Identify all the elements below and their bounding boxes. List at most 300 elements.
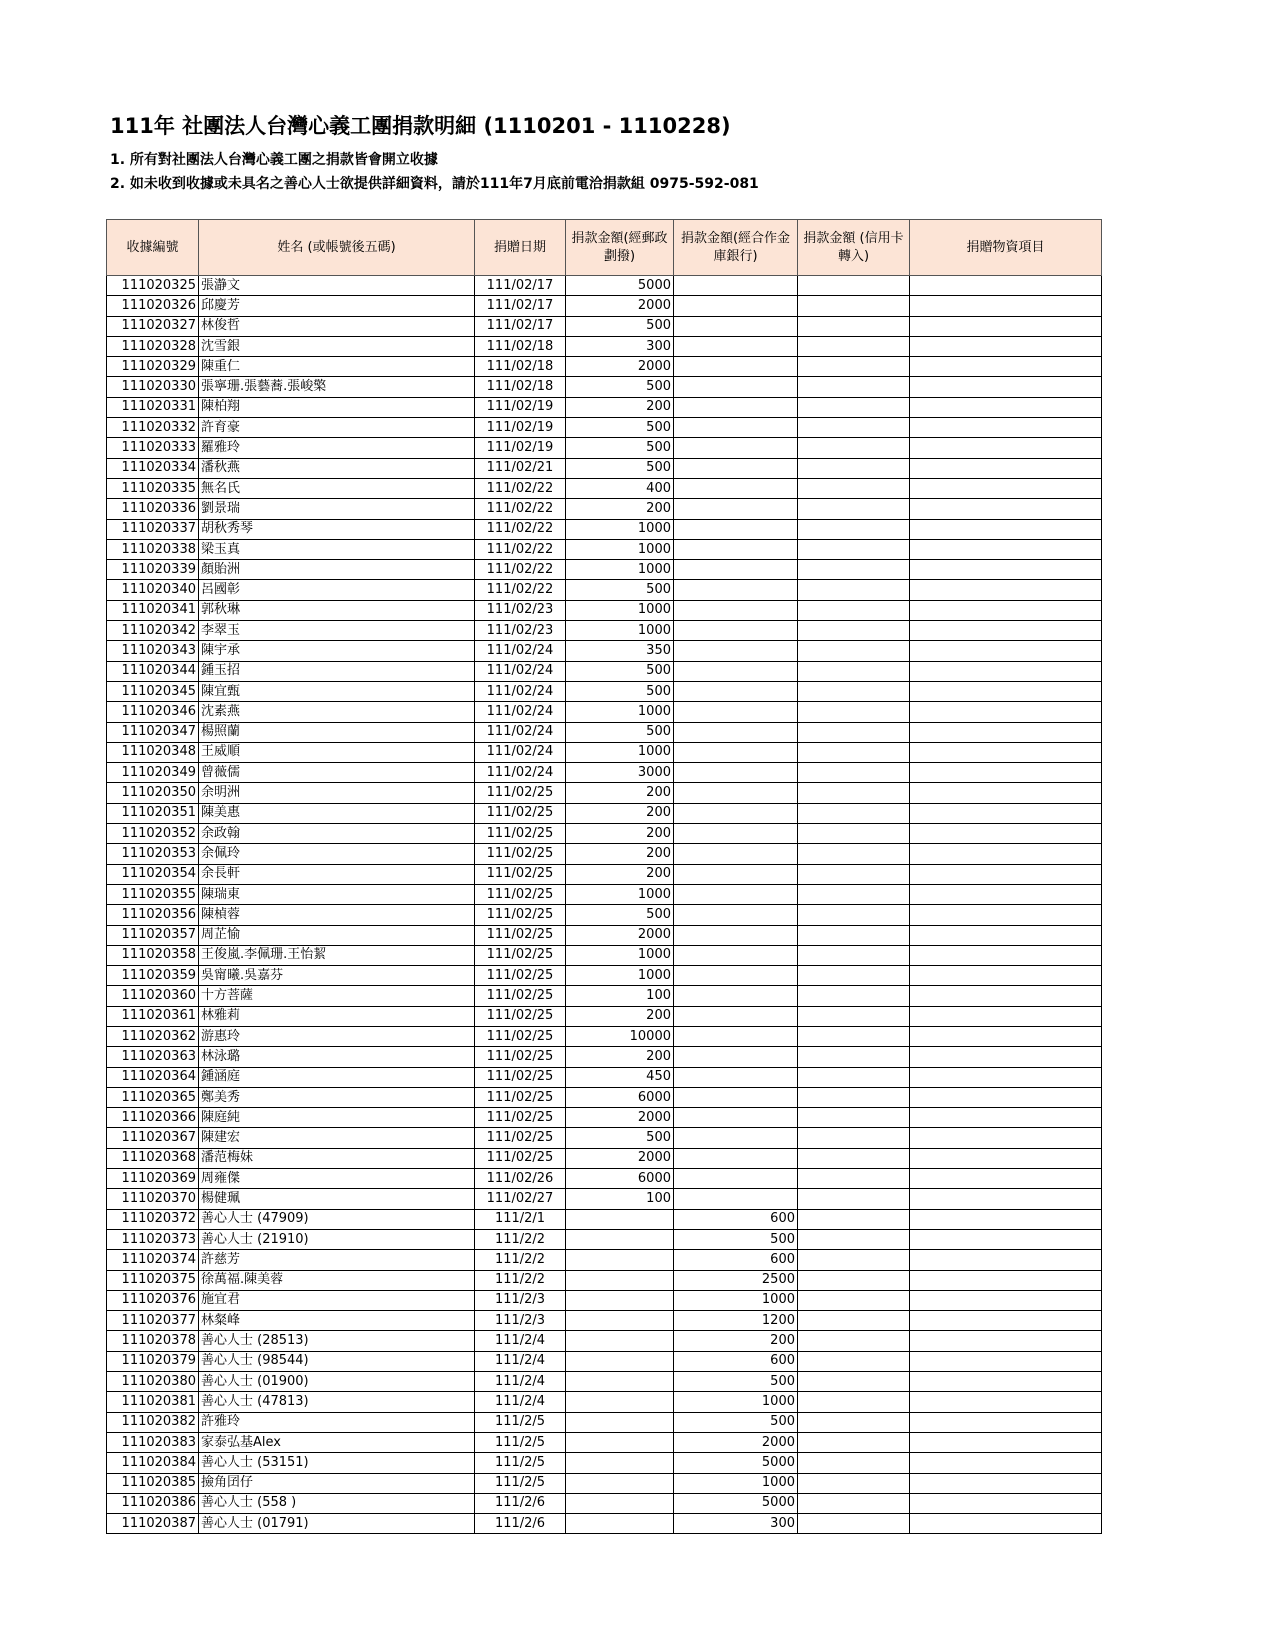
postal-amount-cell — [566, 1311, 674, 1331]
postal-amount-cell: 450 — [566, 1067, 674, 1087]
receipt-no-cell: 111020361 — [107, 1006, 199, 1026]
donation-date-cell: 111/02/18 — [475, 357, 566, 377]
postal-amount-cell: 1000 — [566, 539, 674, 559]
credit-amount-cell — [798, 438, 910, 458]
donation-date-cell: 111/2/5 — [475, 1412, 566, 1432]
receipt-no-cell: 111020382 — [107, 1412, 199, 1432]
receipt-no-cell: 111020337 — [107, 519, 199, 539]
donation-date-cell: 111/02/24 — [475, 641, 566, 661]
goods-cell — [910, 336, 1102, 356]
table-row — [107, 1067, 1102, 1087]
bank-amount-cell — [674, 864, 798, 884]
postal-amount-cell: 100 — [566, 1189, 674, 1209]
bank-amount-cell — [674, 499, 798, 519]
credit-amount-cell — [798, 986, 910, 1006]
column-header-date: 捐贈日期 — [475, 220, 566, 276]
receipt-no-cell: 111020351 — [107, 803, 199, 823]
credit-amount-cell — [798, 1392, 910, 1412]
credit-amount-cell — [798, 925, 910, 945]
donation-date-cell: 111/2/4 — [475, 1372, 566, 1392]
donation-date-cell: 111/02/21 — [475, 458, 566, 478]
goods-cell — [910, 357, 1102, 377]
donation-date-cell: 111/2/5 — [475, 1432, 566, 1452]
table-row — [107, 864, 1102, 884]
table-row — [107, 600, 1102, 620]
receipt-no-cell: 111020362 — [107, 1026, 199, 1046]
goods-cell — [910, 844, 1102, 864]
postal-amount-cell: 200 — [566, 864, 674, 884]
table-row — [107, 1026, 1102, 1046]
goods-cell — [910, 1250, 1102, 1270]
bank-amount-cell — [674, 316, 798, 336]
donor-name-cell: 呂國彰 — [199, 580, 475, 600]
postal-amount-cell: 500 — [566, 316, 674, 336]
credit-amount-cell — [798, 864, 910, 884]
donation-date-cell: 111/02/25 — [475, 824, 566, 844]
donor-name-cell: 林雅莉 — [199, 1006, 475, 1026]
table-row — [107, 925, 1102, 945]
bank-amount-cell: 200 — [674, 1331, 798, 1351]
donor-name-cell: 陳建宏 — [199, 1128, 475, 1148]
donor-name-cell: 善心人士 (47909) — [199, 1209, 475, 1229]
table-row — [107, 418, 1102, 438]
postal-amount-cell — [566, 1432, 674, 1452]
receipt-no-cell: 111020364 — [107, 1067, 199, 1087]
table-row — [107, 986, 1102, 1006]
postal-amount-cell: 5000 — [566, 276, 674, 296]
goods-cell — [910, 499, 1102, 519]
credit-amount-cell — [798, 763, 910, 783]
goods-cell — [910, 316, 1102, 336]
receipt-no-cell: 111020336 — [107, 499, 199, 519]
bank-amount-cell: 1000 — [674, 1290, 798, 1310]
receipt-no-cell: 111020339 — [107, 560, 199, 580]
goods-cell — [910, 560, 1102, 580]
receipt-no-cell: 111020378 — [107, 1331, 199, 1351]
column-header-name: 姓名 (或帳號後五碼) — [199, 220, 475, 276]
credit-amount-cell — [798, 681, 910, 701]
table-row — [107, 1453, 1102, 1473]
table-row — [107, 844, 1102, 864]
bank-amount-cell — [674, 1026, 798, 1046]
receipt-no-cell: 111020368 — [107, 1148, 199, 1168]
bank-amount-cell — [674, 580, 798, 600]
postal-amount-cell: 200 — [566, 1006, 674, 1026]
table-header-row — [107, 220, 1102, 276]
donation-date-cell: 111/02/25 — [475, 1067, 566, 1087]
bank-amount-cell — [674, 783, 798, 803]
donation-date-cell: 111/02/25 — [475, 884, 566, 904]
receipt-no-cell: 111020369 — [107, 1169, 199, 1189]
donation-date-cell: 111/02/25 — [475, 986, 566, 1006]
credit-amount-cell — [798, 1514, 910, 1534]
goods-cell — [910, 1209, 1102, 1229]
bank-amount-cell: 300 — [674, 1514, 798, 1534]
bank-amount-cell: 600 — [674, 1351, 798, 1371]
postal-amount-cell: 200 — [566, 397, 674, 417]
table-row — [107, 1209, 1102, 1229]
goods-cell — [910, 1453, 1102, 1473]
receipt-no-cell: 111020372 — [107, 1209, 199, 1229]
column-header-goods: 捐贈物資項目 — [910, 220, 1102, 276]
credit-amount-cell — [798, 458, 910, 478]
receipt-no-cell: 111020341 — [107, 600, 199, 620]
goods-cell — [910, 1169, 1102, 1189]
credit-amount-cell — [798, 1189, 910, 1209]
goods-cell — [910, 661, 1102, 681]
bank-amount-cell — [674, 803, 798, 823]
postal-amount-cell: 1000 — [566, 884, 674, 904]
postal-amount-cell: 200 — [566, 499, 674, 519]
donation-date-cell: 111/2/4 — [475, 1331, 566, 1351]
goods-cell — [910, 1229, 1102, 1249]
credit-amount-cell — [798, 1493, 910, 1513]
receipt-no-cell: 111020363 — [107, 1047, 199, 1067]
bank-amount-cell: 600 — [674, 1250, 798, 1270]
bank-amount-cell — [674, 641, 798, 661]
donor-name-cell: 善心人士 (01900) — [199, 1372, 475, 1392]
table-row — [107, 1493, 1102, 1513]
credit-amount-cell — [798, 519, 910, 539]
goods-cell — [910, 1189, 1102, 1209]
donor-name-cell: 鍾涵庭 — [199, 1067, 475, 1087]
goods-cell — [910, 1108, 1102, 1128]
donation-date-cell: 111/02/25 — [475, 1108, 566, 1128]
donor-name-cell: 楊健珮 — [199, 1189, 475, 1209]
table-row — [107, 661, 1102, 681]
donor-name-cell: 余政翰 — [199, 824, 475, 844]
goods-cell — [910, 1006, 1102, 1026]
bank-amount-cell: 2000 — [674, 1432, 798, 1452]
table-row — [107, 519, 1102, 539]
donation-date-cell: 111/02/22 — [475, 560, 566, 580]
donation-date-cell: 111/02/24 — [475, 702, 566, 722]
donor-name-cell: 林俊哲 — [199, 316, 475, 336]
donation-date-cell: 111/02/25 — [475, 1148, 566, 1168]
receipt-no-cell: 111020379 — [107, 1351, 199, 1371]
donation-date-cell: 111/02/25 — [475, 1087, 566, 1107]
table-row — [107, 1128, 1102, 1148]
donation-date-cell: 111/02/25 — [475, 783, 566, 803]
goods-cell — [910, 458, 1102, 478]
bank-amount-cell — [674, 438, 798, 458]
goods-cell — [910, 580, 1102, 600]
postal-amount-cell — [566, 1351, 674, 1371]
donor-name-cell: 撿角囝仔 — [199, 1473, 475, 1493]
postal-amount-cell: 200 — [566, 783, 674, 803]
donor-name-cell: 曾薇儒 — [199, 763, 475, 783]
goods-cell — [910, 1047, 1102, 1067]
receipt-no-cell: 111020352 — [107, 824, 199, 844]
credit-amount-cell — [798, 1026, 910, 1046]
bank-amount-cell — [674, 905, 798, 925]
bank-amount-cell — [674, 560, 798, 580]
donor-name-cell: 楊照蘭 — [199, 722, 475, 742]
postal-amount-cell: 1000 — [566, 600, 674, 620]
table-row — [107, 1351, 1102, 1371]
receipt-no-cell: 111020326 — [107, 296, 199, 316]
credit-amount-cell — [798, 1270, 910, 1290]
credit-amount-cell — [798, 1108, 910, 1128]
donor-name-cell: 陳柏翔 — [199, 397, 475, 417]
postal-amount-cell: 100 — [566, 986, 674, 1006]
donation-date-cell: 111/2/4 — [475, 1351, 566, 1371]
credit-amount-cell — [798, 1331, 910, 1351]
donation-date-cell: 111/02/19 — [475, 397, 566, 417]
table-row — [107, 1169, 1102, 1189]
postal-amount-cell: 6000 — [566, 1087, 674, 1107]
bank-amount-cell — [674, 722, 798, 742]
receipt-no-cell: 111020377 — [107, 1311, 199, 1331]
postal-amount-cell: 200 — [566, 803, 674, 823]
postal-amount-cell: 350 — [566, 641, 674, 661]
goods-cell — [910, 763, 1102, 783]
goods-cell — [910, 1067, 1102, 1087]
goods-cell — [910, 418, 1102, 438]
goods-cell — [910, 1432, 1102, 1452]
postal-amount-cell: 500 — [566, 905, 674, 925]
receipt-no-cell: 111020327 — [107, 316, 199, 336]
receipt-no-cell: 111020344 — [107, 661, 199, 681]
donation-date-cell: 111/02/22 — [475, 519, 566, 539]
receipt-no-cell: 111020335 — [107, 478, 199, 498]
postal-amount-cell: 500 — [566, 458, 674, 478]
page-title: 111年 社團法人台灣心義工團捐款明細 (1110201 - 1110228) — [110, 114, 731, 138]
postal-amount-cell: 10000 — [566, 1026, 674, 1046]
goods-cell — [910, 600, 1102, 620]
receipt-no-cell: 111020338 — [107, 539, 199, 559]
goods-cell — [910, 925, 1102, 945]
receipt-no-cell: 111020328 — [107, 336, 199, 356]
goods-cell — [910, 783, 1102, 803]
bank-amount-cell — [674, 986, 798, 1006]
goods-cell — [910, 1351, 1102, 1371]
bank-amount-cell — [674, 884, 798, 904]
table-row — [107, 1392, 1102, 1412]
postal-amount-cell — [566, 1453, 674, 1473]
credit-amount-cell — [798, 905, 910, 925]
credit-amount-cell — [798, 1473, 910, 1493]
donation-date-cell: 111/02/23 — [475, 600, 566, 620]
bank-amount-cell — [674, 824, 798, 844]
postal-amount-cell: 1000 — [566, 966, 674, 986]
donor-name-cell: 王威順 — [199, 742, 475, 762]
credit-amount-cell — [798, 1432, 910, 1452]
donation-date-cell: 111/2/5 — [475, 1453, 566, 1473]
donor-name-cell: 胡秋秀琴 — [199, 519, 475, 539]
donor-name-cell: 十方菩薩 — [199, 986, 475, 1006]
bank-amount-cell — [674, 966, 798, 986]
table-row — [107, 357, 1102, 377]
goods-cell — [910, 1087, 1102, 1107]
goods-cell — [910, 1412, 1102, 1432]
table-row — [107, 1006, 1102, 1026]
bank-amount-cell — [674, 1169, 798, 1189]
table-row — [107, 884, 1102, 904]
donation-date-cell: 111/2/4 — [475, 1392, 566, 1412]
table-row — [107, 1412, 1102, 1432]
donor-name-cell: 周雍傑 — [199, 1169, 475, 1189]
goods-cell — [910, 1128, 1102, 1148]
donation-date-cell: 111/02/22 — [475, 478, 566, 498]
donor-name-cell: 周芷愉 — [199, 925, 475, 945]
receipt-no-cell: 111020342 — [107, 621, 199, 641]
donation-date-cell: 111/02/25 — [475, 945, 566, 965]
donation-date-cell: 111/02/24 — [475, 763, 566, 783]
receipt-no-cell: 111020348 — [107, 742, 199, 762]
table-row — [107, 742, 1102, 762]
bank-amount-cell — [674, 600, 798, 620]
receipt-no-cell: 111020331 — [107, 397, 199, 417]
receipt-no-cell: 111020374 — [107, 1250, 199, 1270]
donation-date-cell: 111/02/17 — [475, 316, 566, 336]
goods-cell — [910, 641, 1102, 661]
column-header-postal-amount: 捐款金額(經郵政劃撥) — [566, 220, 674, 276]
goods-cell — [910, 276, 1102, 296]
table-row — [107, 1473, 1102, 1493]
credit-amount-cell — [798, 499, 910, 519]
table-row — [107, 945, 1102, 965]
donation-date-cell: 111/02/25 — [475, 1047, 566, 1067]
donation-date-cell: 111/02/25 — [475, 966, 566, 986]
credit-amount-cell — [798, 1209, 910, 1229]
donation-date-cell: 111/02/19 — [475, 438, 566, 458]
bank-amount-cell — [674, 1148, 798, 1168]
credit-amount-cell — [798, 1412, 910, 1432]
receipt-no-cell: 111020366 — [107, 1108, 199, 1128]
donor-name-cell: 善心人士 (558 ) — [199, 1493, 475, 1513]
goods-cell — [910, 742, 1102, 762]
receipt-no-cell: 111020370 — [107, 1189, 199, 1209]
donation-date-cell: 111/02/19 — [475, 418, 566, 438]
goods-cell — [910, 824, 1102, 844]
donation-date-cell: 111/02/25 — [475, 1006, 566, 1026]
table-row — [107, 1514, 1102, 1534]
donor-name-cell: 善心人士 (21910) — [199, 1229, 475, 1249]
bank-amount-cell — [674, 418, 798, 438]
credit-amount-cell — [798, 1372, 910, 1392]
postal-amount-cell — [566, 1493, 674, 1513]
donation-date-cell: 111/2/2 — [475, 1250, 566, 1270]
bank-amount-cell — [674, 296, 798, 316]
receipt-no-cell: 111020359 — [107, 966, 199, 986]
donation-date-cell: 111/02/24 — [475, 661, 566, 681]
goods-cell — [910, 702, 1102, 722]
note-line-2: 2. 如未收到收據或未具名之善心人士欲提供詳細資料，請於111年7月底前電洽捐款組 0975-592-081 — [110, 176, 759, 192]
donor-name-cell: 鄭美秀 — [199, 1087, 475, 1107]
credit-amount-cell — [798, 1006, 910, 1026]
table-row — [107, 296, 1102, 316]
table-row — [107, 763, 1102, 783]
bank-amount-cell — [674, 519, 798, 539]
postal-amount-cell: 1000 — [566, 621, 674, 641]
donor-name-cell: 潘秋燕 — [199, 458, 475, 478]
donation-date-cell: 111/02/25 — [475, 803, 566, 823]
postal-amount-cell: 500 — [566, 1128, 674, 1148]
receipt-no-cell: 111020350 — [107, 783, 199, 803]
postal-amount-cell: 2000 — [566, 1108, 674, 1128]
receipt-no-cell: 111020343 — [107, 641, 199, 661]
goods-cell — [910, 296, 1102, 316]
postal-amount-cell — [566, 1412, 674, 1432]
credit-amount-cell — [798, 641, 910, 661]
postal-amount-cell: 200 — [566, 1047, 674, 1067]
bank-amount-cell — [674, 458, 798, 478]
donor-name-cell: 許慈芳 — [199, 1250, 475, 1270]
document-header — [110, 112, 1170, 196]
donation-date-cell: 111/02/24 — [475, 681, 566, 701]
donor-name-cell: 余長軒 — [199, 864, 475, 884]
credit-amount-cell — [798, 418, 910, 438]
donation-date-cell: 111/02/23 — [475, 621, 566, 641]
bank-amount-cell: 500 — [674, 1412, 798, 1432]
goods-cell — [910, 1290, 1102, 1310]
goods-cell — [910, 945, 1102, 965]
credit-amount-cell — [798, 1047, 910, 1067]
donor-name-cell: 善心人士 (98544) — [199, 1351, 475, 1371]
bank-amount-cell — [674, 1087, 798, 1107]
donor-name-cell: 張寧珊.張藝蕎.張峻檠 — [199, 377, 475, 397]
credit-amount-cell — [798, 276, 910, 296]
credit-amount-cell — [798, 1067, 910, 1087]
receipt-no-cell: 111020354 — [107, 864, 199, 884]
donor-name-cell: 林泳璐 — [199, 1047, 475, 1067]
table-row — [107, 458, 1102, 478]
donation-date-cell: 111/2/6 — [475, 1514, 566, 1534]
credit-amount-cell — [798, 478, 910, 498]
credit-amount-cell — [798, 844, 910, 864]
donation-date-cell: 111/2/2 — [475, 1270, 566, 1290]
postal-amount-cell: 500 — [566, 722, 674, 742]
postal-amount-cell — [566, 1473, 674, 1493]
postal-amount-cell: 200 — [566, 844, 674, 864]
credit-amount-cell — [798, 397, 910, 417]
receipt-no-cell: 111020353 — [107, 844, 199, 864]
bank-amount-cell — [674, 661, 798, 681]
table-row — [107, 1087, 1102, 1107]
column-header-receipt-no: 收據編號 — [107, 220, 199, 276]
postal-amount-cell: 1000 — [566, 519, 674, 539]
donor-name-cell: 沈雪銀 — [199, 336, 475, 356]
donation-date-cell: 111/2/6 — [475, 1493, 566, 1513]
table-row — [107, 1148, 1102, 1168]
donor-name-cell: 陳宜甄 — [199, 681, 475, 701]
bank-amount-cell: 1000 — [674, 1392, 798, 1412]
bank-amount-cell — [674, 377, 798, 397]
donor-name-cell: 顏貽洲 — [199, 560, 475, 580]
postal-amount-cell: 500 — [566, 661, 674, 681]
donation-date-cell: 111/02/22 — [475, 499, 566, 519]
goods-cell — [910, 1372, 1102, 1392]
bank-amount-cell — [674, 925, 798, 945]
goods-cell — [910, 1311, 1102, 1331]
receipt-no-cell: 111020345 — [107, 681, 199, 701]
credit-amount-cell — [798, 1128, 910, 1148]
postal-amount-cell: 2000 — [566, 1148, 674, 1168]
goods-cell — [910, 1331, 1102, 1351]
donation-date-cell: 111/02/25 — [475, 864, 566, 884]
table-row — [107, 1108, 1102, 1128]
table-row — [107, 621, 1102, 641]
goods-cell — [910, 1473, 1102, 1493]
donation-date-cell: 111/02/25 — [475, 925, 566, 945]
table-row — [107, 478, 1102, 498]
donation-date-cell: 111/02/24 — [475, 722, 566, 742]
goods-cell — [910, 519, 1102, 539]
credit-amount-cell — [798, 1087, 910, 1107]
postal-amount-cell: 200 — [566, 824, 674, 844]
donation-date-cell: 111/02/25 — [475, 844, 566, 864]
